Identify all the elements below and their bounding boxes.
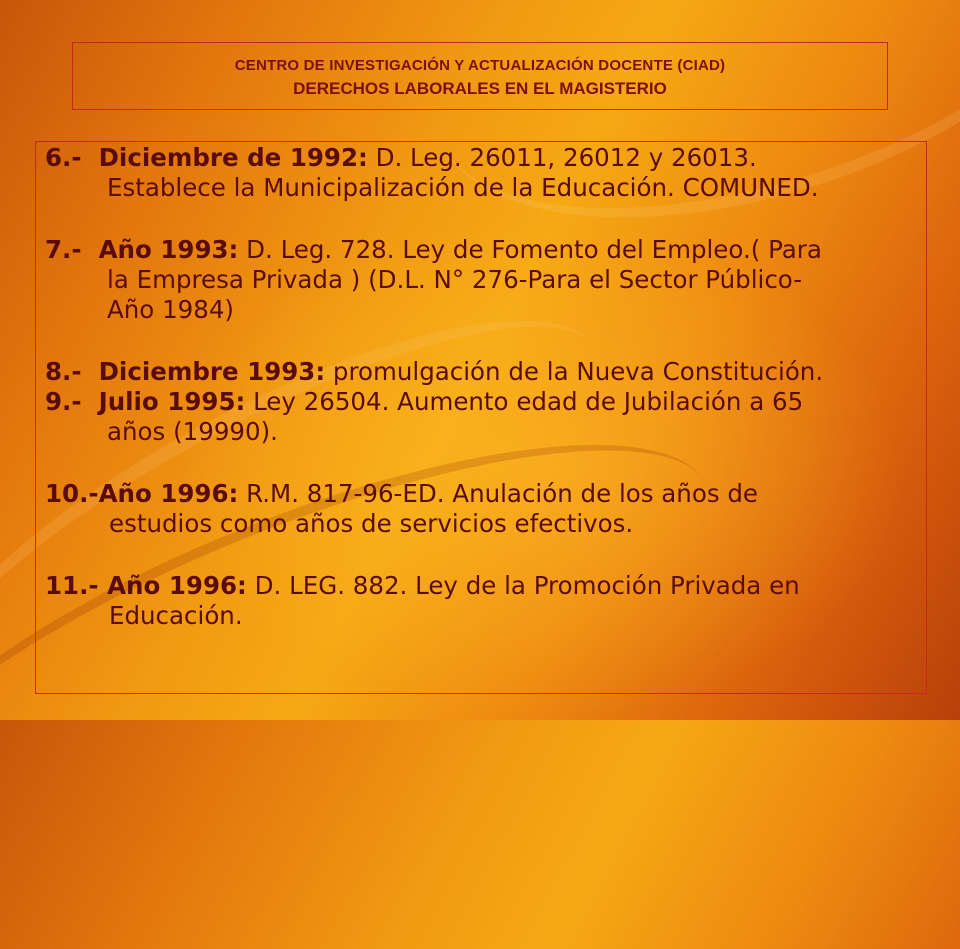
list-item-7 xyxy=(45,235,925,325)
item-text-continuation: la Empresa Privada ) (D.L. N° 276-Para el Sector Público- xyxy=(107,265,803,294)
item-text: R.M. 817-96-ED. Anulación de los años de xyxy=(238,479,758,508)
header-institution: CENTRO DE INVESTIGACIÓN Y ACTUALIZACIÓN DOCENTE (CIAD) xyxy=(234,57,726,74)
item-label: 7.- Año 1993: xyxy=(45,235,239,264)
chronology-list xyxy=(45,143,925,631)
item-text-continuation: Establece la Municipalización de la Educación. COMUNED. xyxy=(107,173,819,202)
list-item-10 xyxy=(45,479,925,539)
item-text-continuation: Educación. xyxy=(109,601,243,630)
list-item-11 xyxy=(45,571,925,631)
item-text: Ley 26504. Aumento edad de Jubilación a 65 xyxy=(245,387,804,416)
item-label: 6.- Diciembre de 1992: xyxy=(45,143,368,172)
item-label: 11.- Año 1996: xyxy=(45,571,247,600)
item-label: 9.- Julio 1995: xyxy=(45,387,246,416)
item-label: 8.- Diciembre 1993: xyxy=(45,357,326,386)
list-item-9 xyxy=(45,387,925,447)
item-text: D. LEG. 882. Ley de la Promoción Privada en xyxy=(246,571,800,600)
item-text-continuation: Año 1984) xyxy=(107,295,234,324)
item-text: D. Leg. 26011, 26012 y 26013. xyxy=(367,143,757,172)
item-text-continuation: años (19990). xyxy=(107,417,278,446)
item-text-continuation: estudios como años de servicios efectivos. xyxy=(109,509,634,538)
item-text: promulgación de la Nueva Constitución. xyxy=(325,357,824,386)
slide-header xyxy=(72,42,888,110)
item-label: 10.-Año 1996: xyxy=(45,479,239,508)
list-item-6 xyxy=(45,143,925,203)
header-title: DERECHOS LABORALES EN EL MAGISTERIO xyxy=(293,79,667,98)
list-item-8 xyxy=(45,357,925,387)
item-text: D. Leg. 728. Ley de Fomento del Empleo.( Para xyxy=(238,235,822,264)
